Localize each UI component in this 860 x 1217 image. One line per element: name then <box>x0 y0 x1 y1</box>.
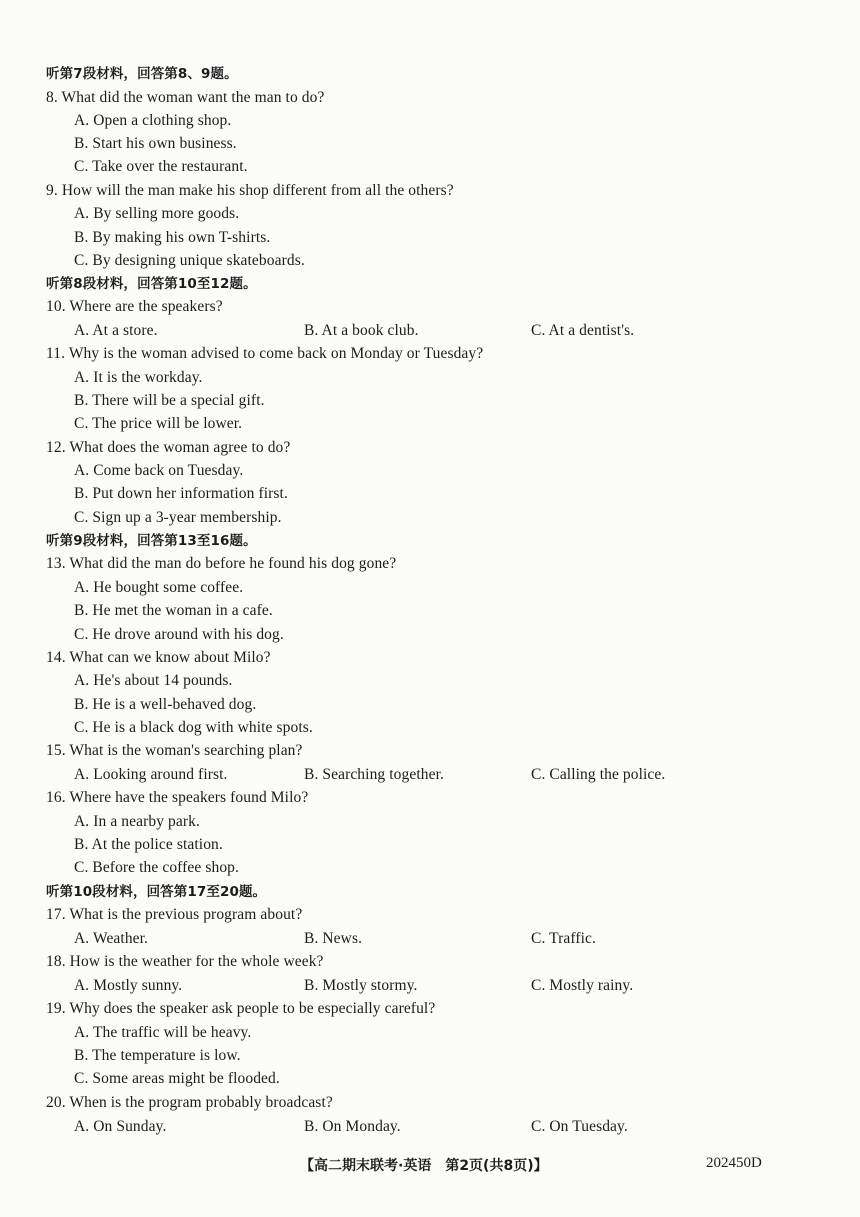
question-text: Why does the speaker ask people to be especially careful? <box>69 1000 436 1017</box>
option-8b: B. Start his own business. <box>74 135 237 152</box>
option-15a: A. Looking around first. <box>74 766 228 783</box>
option-8a: A. Open a clothing shop. <box>74 112 232 129</box>
question-text: When is the program probably broadcast? <box>69 1094 333 1111</box>
question-9 <box>46 181 454 201</box>
section-heading: 听第7段材料，回答第8、9题。 <box>46 66 238 82</box>
option-15b: B. Searching together. <box>304 766 444 783</box>
question-16 <box>46 788 308 808</box>
question-text: What did the woman want the man to do? <box>61 89 325 106</box>
question-19 <box>46 999 435 1019</box>
question-number: 18. <box>46 953 66 970</box>
option-19a: A. The traffic will be heavy. <box>74 1024 252 1041</box>
question-12 <box>46 438 290 458</box>
question-17 <box>46 905 302 925</box>
option-9b: B. By making his own T-shirts. <box>74 229 271 246</box>
option-18a: A. Mostly sunny. <box>74 977 183 994</box>
option-10b: B. At a book club. <box>304 322 419 339</box>
question-13 <box>46 554 396 574</box>
option-19b: B. The temperature is low. <box>74 1047 241 1064</box>
question-number: 12. <box>46 439 66 456</box>
option-13a: A. He bought some coffee. <box>74 579 244 596</box>
question-text: Where are the speakers? <box>69 298 223 315</box>
option-12a: A. Come back on Tuesday. <box>74 462 244 479</box>
question-text: What is the previous program about? <box>69 906 303 923</box>
option-8c: C. Take over the restaurant. <box>74 158 248 175</box>
option-20b: B. On Monday. <box>304 1118 401 1135</box>
option-13b: B. He met the woman in a cafe. <box>74 602 273 619</box>
question-text: How will the man make his shop different from all the others? <box>61 182 454 199</box>
question-number: 14. <box>46 649 66 666</box>
option-9c: C. By designing unique skateboards. <box>74 252 305 269</box>
question-number: 11. <box>46 345 66 362</box>
page-footer-title: 【高二期末联考·英语 第2页(共8页)】 <box>300 1158 548 1174</box>
option-18c: C. Mostly rainy. <box>531 977 634 994</box>
question-number: 13. <box>46 555 66 572</box>
question-18 <box>46 952 324 972</box>
question-15 <box>46 741 303 761</box>
option-12c: C. Sign up a 3-year membership. <box>74 509 282 526</box>
question-11 <box>46 344 483 364</box>
option-14c: C. He is a black dog with white spots. <box>74 719 313 736</box>
question-text: What does the woman agree to do? <box>69 439 291 456</box>
question-14 <box>46 648 271 668</box>
question-number: 10. <box>46 298 66 315</box>
question-text: How is the weather for the whole week? <box>69 953 324 970</box>
question-number: 16. <box>46 789 66 806</box>
option-9a: A. By selling more goods. <box>74 205 240 222</box>
option-17b: B. News. <box>304 930 363 947</box>
option-16a: A. In a nearby park. <box>74 813 200 830</box>
question-number: 8. <box>46 89 58 106</box>
question-text: What is the woman's searching plan? <box>69 742 303 759</box>
option-16b: B. At the police station. <box>74 836 223 853</box>
question-20 <box>46 1093 333 1113</box>
option-16c: C. Before the coffee shop. <box>74 859 240 876</box>
option-13c: C. He drove around with his dog. <box>74 626 284 643</box>
question-8 <box>46 88 324 108</box>
question-text: Where have the speakers found Milo? <box>69 789 309 806</box>
question-text: Why is the woman advised to come back on Monday or Tuesday? <box>68 345 484 362</box>
section-heading: 听第9段材料，回答第13至16题。 <box>46 533 257 549</box>
question-number: 17. <box>46 906 66 923</box>
option-14a: A. He's about 14 pounds. <box>74 672 233 689</box>
question-number: 19. <box>46 1000 66 1017</box>
option-18b: B. Mostly stormy. <box>304 977 418 994</box>
question-number: 20. <box>46 1094 66 1111</box>
option-10c: C. At a dentist's. <box>531 322 635 339</box>
section-heading: 听第8段材料，回答第10至12题。 <box>46 276 257 292</box>
option-15c: C. Calling the police. <box>531 766 666 783</box>
option-12b: B. Put down her information first. <box>74 485 288 502</box>
question-10 <box>46 297 223 317</box>
exam-code: 202450D <box>706 1155 762 1171</box>
option-11b: B. There will be a special gift. <box>74 392 265 409</box>
option-20a: A. On Sunday. <box>74 1118 167 1135</box>
option-11c: C. The price will be lower. <box>74 415 243 432</box>
option-11a: A. It is the workday. <box>74 369 203 386</box>
question-number: 9. <box>46 182 58 199</box>
option-14b: B. He is a well-behaved dog. <box>74 696 257 713</box>
option-17c: C. Traffic. <box>531 930 596 947</box>
option-20c: C. On Tuesday. <box>531 1118 628 1135</box>
question-number: 15. <box>46 742 66 759</box>
question-text: What can we know about Milo? <box>69 649 271 666</box>
section-heading: 听第10段材料，回答第17至20题。 <box>46 884 267 900</box>
option-10a: A. At a store. <box>74 322 158 339</box>
option-19c: C. Some areas might be flooded. <box>74 1070 280 1087</box>
option-17a: A. Weather. <box>74 930 149 947</box>
question-text: What did the man do before he found his dog gone? <box>69 555 397 572</box>
